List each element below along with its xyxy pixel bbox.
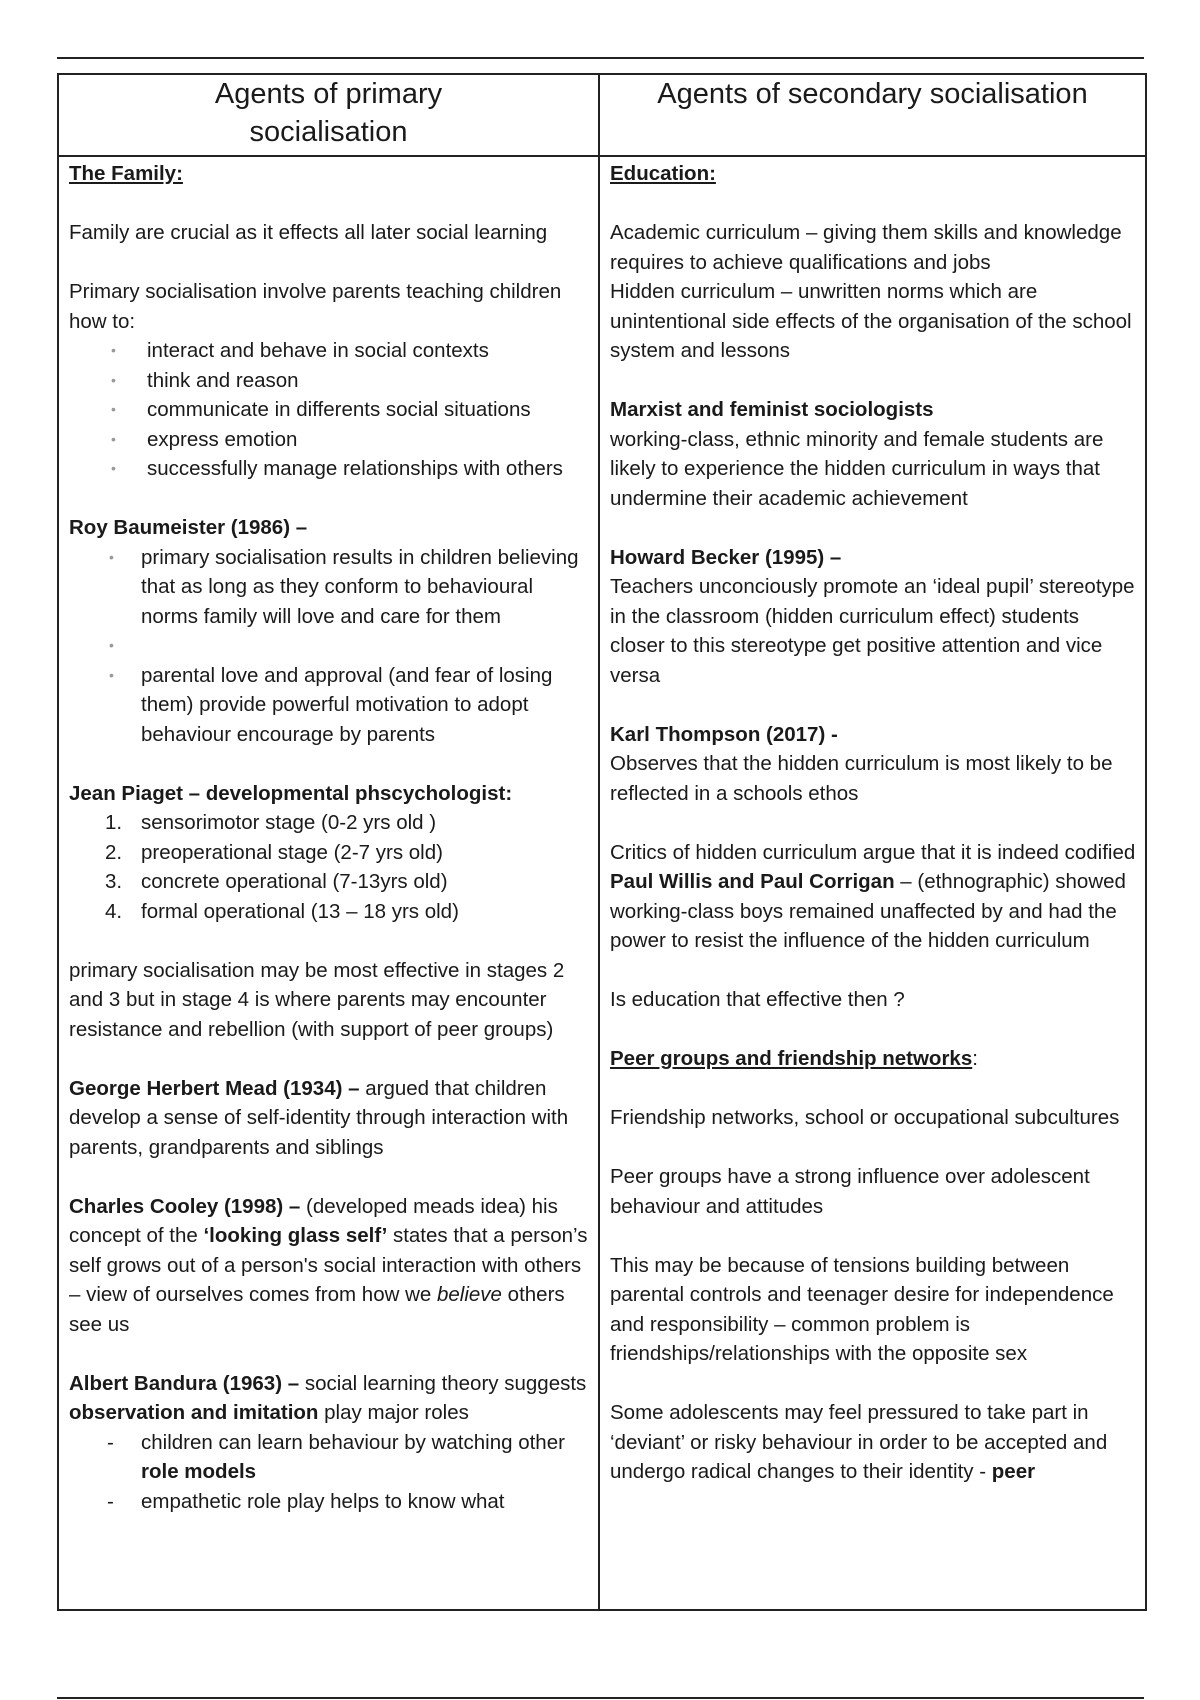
list-item <box>69 838 590 868</box>
baumeister-list <box>69 543 590 750</box>
peer-text: Some adolescents may feel pressured to take part in ‘deviant’ or risky behaviour in order to be accepted and undergo radical changes to their identity - <box>610 1401 1108 1483</box>
cooley-text: (developed meads idea) his concept of the <box>69 1194 558 1247</box>
list-number: 3. <box>105 870 123 893</box>
bottom-rule <box>57 1697 1144 1699</box>
looking-glass-self: ‘looking glass self’ <box>203 1224 388 1247</box>
willis-text: – (ethnographic) showed working-class boys remained unaffected by and had the power to resist the influence of the hidden curriculum <box>610 870 1126 952</box>
list-item: • primary socialisation results in children believing that as long as they conform to behavioural norms family will love and care for them <box>69 543 590 632</box>
list-number: 1. <box>105 811 123 834</box>
piaget-stages <box>69 808 590 926</box>
list-text: formal operational (13 – 18 yrs old) <box>141 899 459 923</box>
mead-text: argued that children develop a sense of self-identity through interaction with parents, grandparents and siblings <box>69 1076 569 1159</box>
bandura-text: social learning theory suggests <box>299 1371 587 1395</box>
becker-heading: Howard Becker (1995) – <box>610 545 842 569</box>
list-item: • communicate in differents social situations <box>69 395 590 425</box>
list-item <box>69 897 590 927</box>
peer-paragraph-2: Peer groups have a strong influence over adolescent behaviour and attitudes <box>610 1165 1090 1218</box>
peer-heading-line <box>610 1044 1137 1074</box>
bandura-bold: observation and imitation <box>69 1401 319 1424</box>
peer-heading: Peer groups and friendship networks <box>610 1047 973 1070</box>
peer-paragraph-1: Friendship networks, school or occupational subcultures <box>610 1106 1120 1129</box>
header-primary <box>58 74 599 156</box>
mead-paragraph <box>69 1074 590 1163</box>
cooley-italic: believe <box>437 1283 502 1306</box>
education-paragraph-1: Academic curriculum – giving them skills and knowledge requires to achieve qualifications and jobs <box>610 221 1122 274</box>
thompson-heading: Karl Thompson (2017) - <box>610 722 838 746</box>
bandura-name: Albert Bandura (1963) – <box>69 1371 300 1395</box>
mead-name: George Herbert Mead (1934) – <box>69 1076 360 1100</box>
piaget-heading: Jean Piaget – developmental phscychologist: <box>69 781 513 805</box>
list-text: preoperational stage (2-7 yrs old) <box>141 840 443 864</box>
cooley-text: states that a person’s self grows out of a person's social interaction with others – view of ourselves comes from how we <box>69 1224 588 1306</box>
marxist-heading: Marxist and feminist sociologists <box>610 398 934 421</box>
peer-paragraph-4 <box>610 1398 1137 1487</box>
role-models: role models <box>141 1460 257 1483</box>
socialisation-table <box>57 73 1147 1611</box>
top-rule <box>57 57 1144 59</box>
list-spacer <box>69 631 590 661</box>
marxist-paragraph: working-class, ethnic minority and female students are likely to experience the hidden curriculum in ways that undermine their academic achievement <box>610 427 1104 510</box>
critics-paragraph: Critics of hidden curriculum argue that it is indeed codified <box>610 840 1136 864</box>
list-item <box>69 808 590 838</box>
list-text: sensorimotor stage (0-2 yrs old ) <box>141 811 437 834</box>
education-question: Is education that effective then ? <box>610 988 905 1011</box>
list-number: 2. <box>105 840 123 864</box>
list-item: • successfully manage relationships with others <box>69 454 590 484</box>
family-heading: The Family: <box>69 162 183 185</box>
peer-paragraph-3: This may be because of tensions building between parental controls and teenager desire for independence and responsibility – common problem is friendships/relationships with the opposite sex <box>610 1253 1114 1365</box>
peer-bold: peer <box>991 1460 1036 1483</box>
bandura-paragraph <box>69 1369 590 1428</box>
education-heading: Education: <box>610 162 716 185</box>
list-item: • express emotion <box>69 425 590 455</box>
list-item: • parental love and approval (and fear of losing them) provide powerful motivation to adopt behaviour encourage by parents <box>69 661 590 750</box>
family-paragraph-2: Primary socialisation involve parents teaching children how to: <box>69 280 562 333</box>
cooley-text: others see us <box>69 1283 565 1336</box>
list-text: concrete operational (7-13yrs old) <box>141 870 448 893</box>
list-item: • think and reason <box>69 366 590 396</box>
list-item <box>69 1428 590 1487</box>
secondary-column <box>599 156 1146 1610</box>
list-item <box>69 867 590 897</box>
peer-colon: : <box>972 1047 978 1070</box>
bandura-text: play major roles <box>318 1401 469 1424</box>
primary-column <box>58 156 599 1610</box>
willis-paragraph <box>610 867 1137 956</box>
header-secondary <box>599 74 1146 156</box>
family-list <box>69 336 590 484</box>
list-item: - empathetic role play helps to know what <box>69 1487 590 1517</box>
becker-paragraph: Teachers unconciously promote an ‘ideal pupil’ stereotype in the classroom (hidden curriculum effect) students closer to this stereotype get positive attention and vice versa <box>610 575 1135 687</box>
willis-name: Paul Willis and Paul Corrigan <box>610 870 895 893</box>
header-primary-text: Agents of primary socialisation <box>214 78 443 148</box>
header-secondary-text: Agents of secondary socialisation <box>657 78 1088 110</box>
family-paragraph-1: Family are crucial as it effects all later social learning <box>69 221 548 244</box>
baumeister-heading: Roy Baumeister (1986) – <box>69 516 308 539</box>
cooley-paragraph <box>69 1192 590 1340</box>
piaget-paragraph: primary socialisation may be most effective in stages 2 and 3 but in stage 4 is where parents may encounter resistance and rebellion (with support of peer groups) <box>69 958 565 1041</box>
cooley-name: Charles Cooley (1998) – <box>69 1194 301 1218</box>
list-number: 4. <box>105 899 123 923</box>
thompson-paragraph: Observes that the hidden curriculum is most likely to be reflected in a schools ethos <box>610 752 1113 805</box>
list-text: children can learn behaviour by watching other <box>141 1430 565 1454</box>
education-paragraph-2: Hidden curriculum – unwritten norms which are unintentional side effects of the organisation of the school system and lessons <box>610 280 1132 362</box>
bandura-list <box>69 1428 590 1517</box>
list-item: • interact and behave in social contexts <box>69 336 590 366</box>
